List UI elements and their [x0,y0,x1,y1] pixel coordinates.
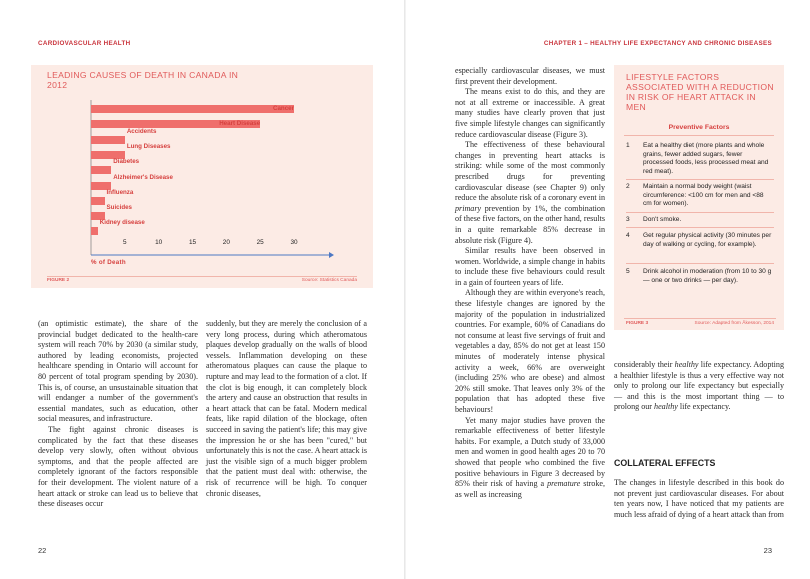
x-tick-label: 30 [290,239,298,246]
figure-2-box [31,65,373,288]
x-tick-label: 5 [123,239,127,246]
item-number: 2 [626,183,630,190]
x-tick-label: 20 [222,239,230,246]
section-heading: COLLATERAL EFFECTS [614,458,716,468]
item-number: 5 [626,268,630,275]
chart-bar-label: Influenza [106,188,134,196]
right-column-1 [455,66,605,500]
italic-term: premature [547,479,581,489]
paragraph: The means exist to do this, and they are not at all extreme or inaccessible. A great many studies have clearly proven that just five simple lifestyle changes can significantly reduce cardiovascular disease (Figure 3). [455,87,605,139]
text-run: stroke, as well as increasing [455,479,606,499]
paragraph [455,140,605,246]
chart-bar [91,227,98,235]
text-run: considerably their [614,360,675,369]
preventive-factor-item [626,142,774,178]
x-axis-arrow [329,252,334,258]
chart-bar [91,136,125,144]
text-run: prevention by 1%, the combination of these five factors, on the other hand, results in a quite remarkable 85% decrease in absolute risk (Figure 4). [455,203,605,245]
chart-bar [91,105,294,113]
right-column-2 [614,360,784,413]
item-text: Maintain a normal body weight (waist circumference: <100 cm for men and <88 cm for women). [643,183,764,208]
left-column-1 [38,319,198,510]
preventive-factors-header: Preventive Factors [624,122,774,136]
left-column-2 [206,319,367,499]
figure-3-box [614,65,784,330]
right-column-2-continued [614,478,784,520]
page-number-left: 22 [38,546,47,555]
x-tick-label: 10 [155,239,163,246]
item-text: Eat a healthy diet (more plants and whole grains, fewer added sugars, fewer processed foods, less processed meat and red meat). [643,142,769,175]
chart-bar-label: Cancer [273,105,294,112]
preventive-factor-item [626,183,774,211]
chart-bar-label: Accidents [126,127,157,135]
item-text: Get regular physical activity (30 minutes per day of walking or cycling, for example). [643,232,772,248]
figure-2-rule [47,276,357,277]
chart-bar-label: Suicides [106,204,132,212]
figure-3-rule [624,318,776,319]
figure-3-label: FIGURE 3 [626,321,649,326]
item-number: 1 [626,142,630,149]
paragraph: The changes in lifestyle described in this book do not prevent just cardiovascular diseases. For about ten years now, I have noticed that my patients are much less afraid of dying of a heart attack than from [614,478,784,519]
figure-2-label: FIGURE 2 [47,278,70,283]
paragraph: (an optimistic estimate), the share of the provincial budget dedicated to the health-care system will reach 70% by 2030 (a similar study, authored by leading economists, projected healthcare spending in Ontario will account for 80 percent of total program spending by 2030). This is, of course, an unsustainable situation that will endanger a number of the government's essential mandates, such as education, other social measures, and infrastructure. [38,319,198,424]
divider [626,212,774,213]
italic-term: healthy [654,402,678,412]
running-head-right: CHAPTER 1 – HEALTHY LIFE EXPECTANCY AND CHRONIC DISEASES [543,40,772,47]
page-spine [404,0,406,579]
chart-bar [91,166,111,174]
chart-bar-label: Diabetes [113,158,140,166]
x-tick-label: 15 [188,239,197,246]
chart-bar-label: Heart Disease [219,120,261,128]
running-head-left: CARDIOVASCULAR HEALTH [38,40,131,47]
item-text: Don't smoke. [643,216,682,223]
chart-bar [91,197,105,205]
text-run: The effectiveness of these behavioural changes in preventing heart attacks is striking: while some of the most commonly prescribed drugs for preventing cardiovascular disease (see Chapter 9) only reduce the absolute risk of a coronary event in [455,140,605,203]
preventive-factor-item [626,216,774,226]
item-text: Drink alcohol in moderation (from 10 to 30 g — one or two drinks — per day). [643,268,772,284]
figure-3-source: Source: Adapted from Åkesson, 2014 [694,321,774,326]
x-axis-title: % of Death [91,259,126,266]
preventive-factor-item [626,232,774,260]
italic-term: healthy [674,360,699,369]
paragraph: suddenly, but they are merely the conclusion of a very long process, during which atheromatous plaques develop gradually on the walls of blood vessels. Inflammation developing on these atheromatous plaques can cause the plaque to rupture and may lead to the formation of a clot. If the clot is big enough, it can completely block the artery and cause an obstruction that results in a heart attack that can be fatal. Modern medical feats, like rapid dilation of the blockage, often succeed in saving the patient's life; this may give the impression he or she has been "cured," but unfortunately this is not the case. A heart attack is just the visible sign of a much bigger problem that the patient must deal with: otherwise, the risk of recurrence will be high. To conquer chronic diseases, [206,319,367,498]
paragraph: The fight against chronic diseases is complicated by the fact that these diseases develop very slowly, often without obvious symptoms, and that the people affected are completely ignorant of the factors responsible for their development. The violent nature of a heart attack or stroke can lead us to believe that these diseases occur [38,424,198,509]
item-number: 4 [626,232,630,239]
text-run: Yet many major studies have proven the remarkable effectiveness of better lifestyle habits. For example, a Dutch study of 33,000 men and women in good health ages 20 to 70 showed that people who combined the five positive behaviours in Figure 3 decreased by 85% their risk of having a [455,415,605,489]
x-tick-label: 25 [256,239,264,246]
death-causes-chart [31,65,373,265]
paragraph: Similar results have been observed in women. Worldwide, a simple change in habits to include these five behaviours could result in a gain of fourteen years of life. [455,246,605,287]
text-run: life expectancy. Adopting a healthier lifestyle is thus a very effective way not only to prolong our life expectancy but especially — and this is the most important thing — to prolong our [614,360,784,412]
divider [626,179,774,180]
paragraph [455,416,605,501]
divider [626,263,774,264]
figure-3-title: LIFESTYLE FACTORS ASSOCIATED WITH A REDUCTION IN RISK OF HEART ATTACK IN MEN [626,72,774,112]
chart-bar-label: Lung Diseases [126,142,171,150]
page-number-right: 23 [763,546,772,555]
paragraph [614,360,784,413]
paragraph: especially cardiovascular diseases, we must first prevent their development. [455,66,605,86]
item-number: 3 [626,216,630,223]
italic-term: primary [455,203,482,213]
text-run: life expectancy. [677,402,731,412]
divider [626,227,774,228]
chart-bar-label: Alzheimer's Disease [113,173,173,181]
figure-2-source: Source: Statistics Canada [301,278,357,283]
preventive-factor-item [626,268,774,296]
paragraph: Although they are within everyone's reach, these lifestyle changes are ignored by the majority of the population in industrialized countries. For example, 60% of Canadians do not consume at least five servings of fruit and vegetables a day, 85% do not get at least 150 minutes of moderately intense physical activity a week, 66% are overweight (including 25% who are obese) and almost 20% still smoke. That leaves only 3% of the population that has adopted these five behaviours! [455,288,605,414]
figure-2-title: LEADING CAUSES OF DEATH IN CANADA IN 2012 [47,70,239,90]
chart-bar-label: Kidney disease [99,219,145,227]
